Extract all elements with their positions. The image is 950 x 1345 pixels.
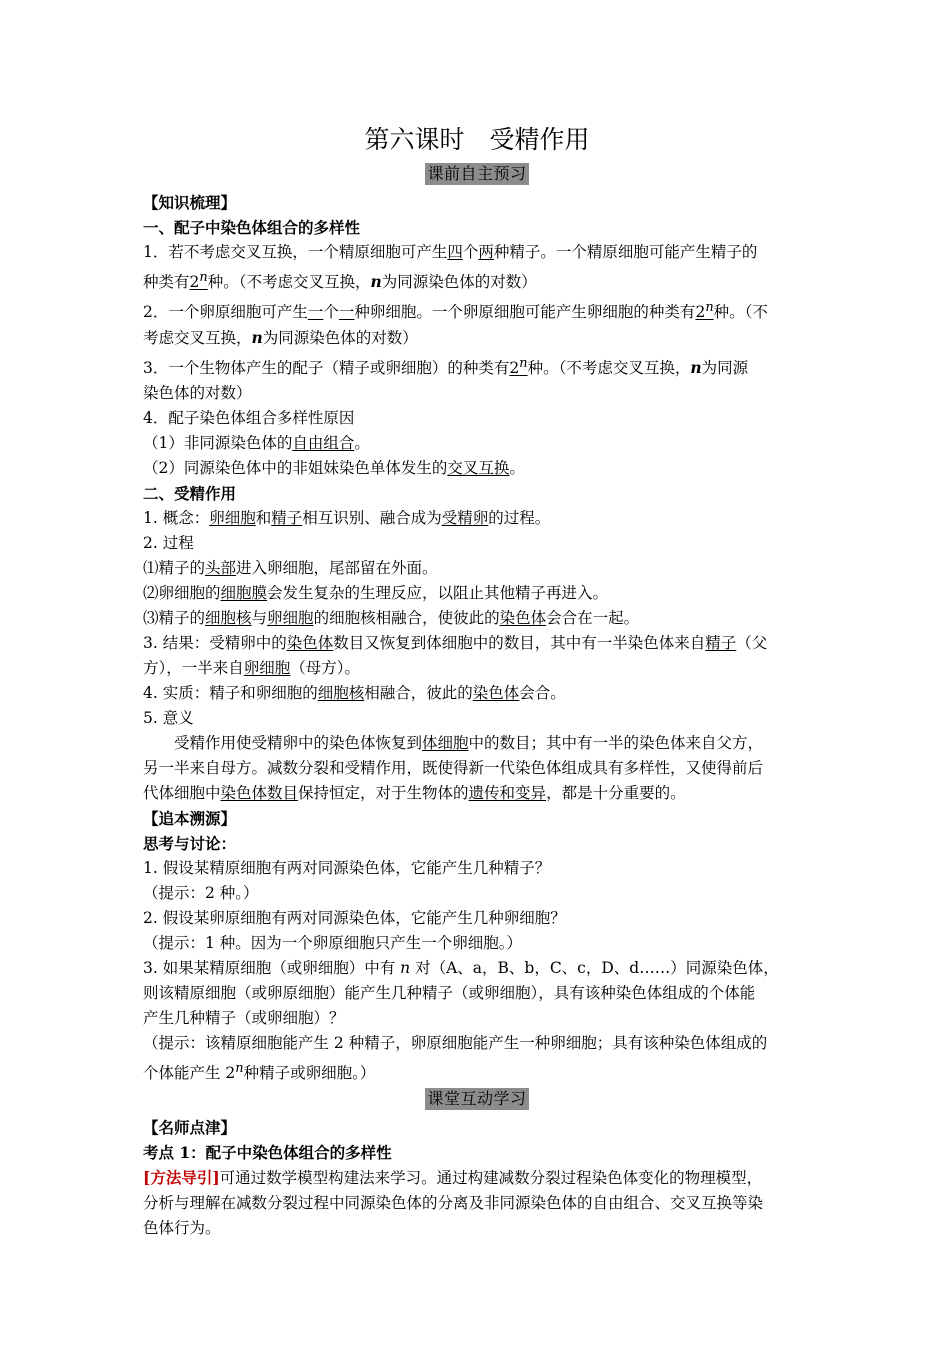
paragraph-3-cont: 染色体的对数） — [143, 384, 252, 403]
method-guide-para-2: 分析与理解在减数分裂过程中同源染色体的分离及非同源染色体的自由组合、交叉互换等染 — [143, 1193, 764, 1212]
process-step-2: ⑵卵细胞的细胞膜会发生复杂的生理反应，以阻止其他精子再进入。 — [143, 584, 609, 603]
paragraph-3: 3．一个生物体产生的配子（精子或卵细胞）的种类有2$^n$种。（不考虑交叉互换，n为同源 — [143, 356, 749, 378]
paragraph-4-2: （2）同源染色体中的非姐妹染色单体发生的交叉互换。 — [143, 459, 525, 478]
think-discuss-label: 思考与讨论： — [143, 834, 237, 854]
paragraph-4-1: （1）非同源染色体的自由组合。 — [143, 434, 370, 453]
paragraph-1: 1．若不考虑交叉互换，一个精原细胞可产生四个两种精子。一个精原细胞可能产生精子的 — [143, 243, 758, 261]
exam-point-1: 考点 1：配子中染色体组合的多样性 — [143, 1142, 392, 1162]
method-guide-para: [方法导引]可通过数学模型构建法来学习。通过构建减数分裂过程染色体变化的物理模型， — [143, 1167, 763, 1187]
question-3-cont: 则该精原细胞（或卵原细胞）能产生几种精子（或卵细胞），具有该种染色体组成的个体能 — [143, 984, 756, 1003]
hint-3: （提示：该精原细胞能产生 2 种精子，卵原细胞能产生一种卵细胞；具有该种染色体组成的 — [143, 1034, 768, 1053]
hint-3-cont: 个体能产生 2$^n$种精子或卵细胞。） — [143, 1061, 376, 1083]
process-heading: 2. 过程 — [143, 534, 194, 553]
paragraph-4: 4．配子染色体组合多样性原因 — [143, 409, 355, 428]
hint-2: （提示：1 种。因为一个卵原细胞只产生一个卵细胞。） — [143, 934, 523, 953]
section-heading-knowledge: 【知识梳理】 — [143, 193, 237, 212]
result-line: 3. 结果：受精卵中的染色体数目又恢复到体细胞中的数目，其中有一半染色体来自精子（父 — [143, 634, 768, 653]
significance-para-3: 代体细胞中染色体数目保持恒定，对于生物体的遗传和变异，都是十分重要的。 — [143, 784, 686, 803]
significance-para-2: 另一半来自母方。减数分裂和受精作用，既使得新一代染色体组成具有多样性，又使得前后 — [143, 759, 764, 778]
method-guide-para-3: 色体行为。 — [143, 1218, 221, 1237]
question-3-end: 产生几种精子（或卵细胞）？ — [143, 1009, 345, 1028]
section-banner-preview: 课前自主预习 — [427, 164, 527, 183]
paragraph-1-cont: 种类有2$^n$种。（不考虑交叉互换，n为同源染色体的对数） — [143, 270, 537, 292]
heading-fertilization: 二、受精作用 — [143, 484, 237, 504]
section-banner-classroom: 课堂互动学习 — [427, 1088, 527, 1108]
heading-gamete-diversity: 一、配子中染色体组合的多样性 — [143, 218, 361, 237]
essence-line: 4. 实质：精子和卵细胞的细胞核相融合，彼此的染色体会合。 — [143, 684, 566, 703]
result-line-cont: 方），一半来自卵细胞（母方）。 — [143, 659, 361, 678]
question-2: 2. 假设某卵原细胞有两对同源染色体，它能产生几种卵细胞？ — [143, 909, 566, 928]
question-1: 1. 假设某精原细胞有两对同源染色体，它能产生几种精子？ — [143, 859, 551, 878]
page-title: 第六课时 受精作用 — [364, 125, 590, 154]
significance-heading: 5. 意义 — [143, 709, 194, 728]
hint-1: （提示：2 种。） — [143, 884, 259, 903]
process-step-1: ⑴精子的头部进入卵细胞，尾部留在外面。 — [143, 559, 438, 578]
paragraph-2-cont: 考虑交叉互换，n为同源染色体的对数） — [143, 328, 418, 348]
significance-para-1: 受精作用使受精卵中的染色体恢复到体细胞中的数目；其中有一半的染色体来自父方， — [174, 734, 764, 753]
concept-line: 1. 概念：卵细胞和精子相互识别、融合成为受精卵的过程。 — [143, 509, 551, 528]
process-step-3: ⑶精子的细胞核与卵细胞的细胞核相融合，使彼此的染色体会合在一起。 — [143, 609, 640, 628]
section-heading-trace: 【追本溯源】 — [143, 809, 237, 829]
question-3: 3. 如果某精原细胞（或卵细胞）中有 n 对（A、a，B、b，C、c，D、d……）同源染色体， — [143, 959, 779, 978]
paragraph-2: 2．一个卵原细胞可产生一个一种卵细胞。一个卵原细胞可能产生卵细胞的种类有2$^n$种。（不 — [143, 300, 768, 322]
section-heading-teacher: 【名师点津】 — [143, 1117, 237, 1137]
document-body — [143, 120, 811, 1241]
